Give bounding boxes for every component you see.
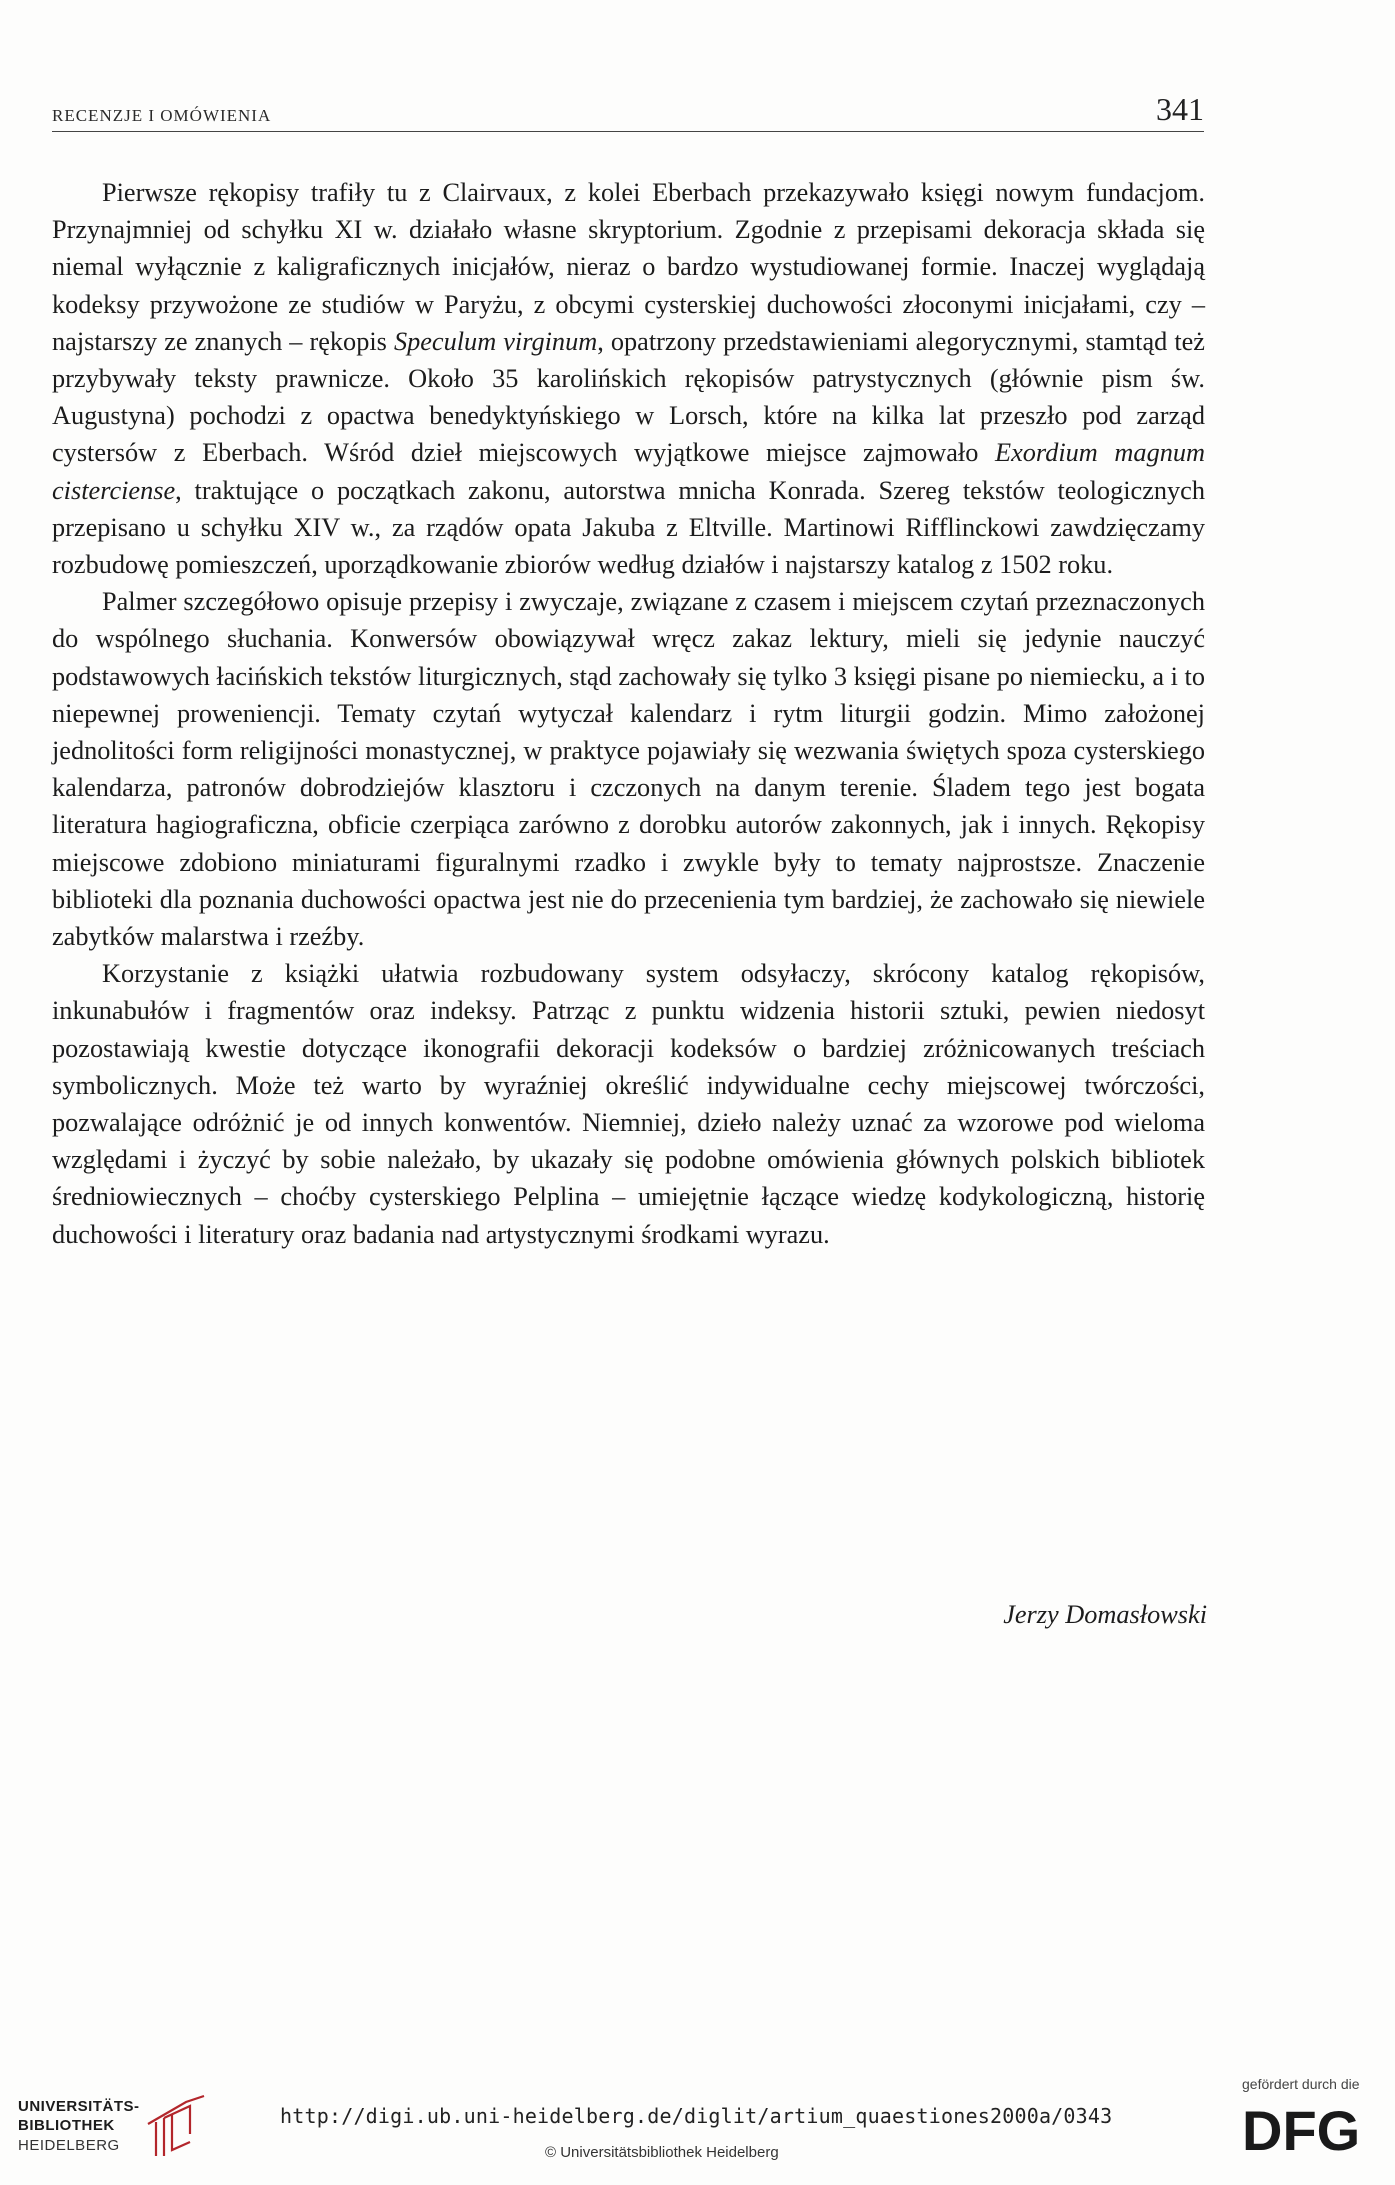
- permalink-url[interactable]: http://digi.ub.uni-heidelberg.de/diglit/artium_quaestiones2000a/0343: [280, 2104, 1113, 2128]
- running-title: RECENZJE I OMÓWIENIA: [52, 106, 272, 125]
- body-text: [52, 174, 1205, 1253]
- dfg-logo[interactable]: [1238, 2076, 1388, 2176]
- text-run: , traktujące o początkach zakonu, autorstwa mnicha Konrada. Szereg tekstów teologicznych przepisano u schyłku XIV w., za rządów opata Jakuba z Eltville. Martinowi Rifflinckowi zawdzięczamy rozbudowę pomieszczeń, uporządkowanie zbiorów według działów i najstarszy katalog z 1502 roku.: [52, 475, 1205, 580]
- paragraph: [52, 174, 1205, 583]
- text-run: Korzystanie z książki ułatwia rozbudowany system odsyłaczy, skrócony katalog rękopisów, inkunabułów i fragmentów oraz indeksy. Patrząc z punktu widzenia historii sztuki, pewien niedosyt pozostawiają kwestie dotyczące ikonografii dekoracji kodeksów o bardziej zróżnicowanych treściach symbolicznych. Może też warto by wyraźniej określić indywidualne cechy miejscowej twórczości, pozwalające odróżnić je od innych konwentów. Niemniej, dzieło należy uznać za wzorowe pod wieloma względami i życzyć by sobie należało, by ukazały się podobne omówienia głównych polskich bibliotek średniowiecznych – choćby cysterskiego Pelplina – umiejętnie łączące wiedzę kodykologiczną, historię duchowości i literatury oraz badania nad artystycznymi środkami wyrazu.: [52, 959, 1205, 1249]
- library-mark-icon: [146, 2094, 208, 2160]
- dfg-wordmark-icon: [1238, 2100, 1380, 2158]
- header-rule: [52, 131, 1204, 132]
- logo-line: BIBLIOTHEK: [18, 2117, 115, 2134]
- paragraph: [52, 955, 1205, 1253]
- running-header: [52, 92, 1204, 132]
- paragraph: [52, 583, 1205, 955]
- author-signature: Jerzy Domasłowski: [1003, 1600, 1207, 1629]
- dfg-letters: DFG: [1242, 2100, 1361, 2158]
- italic-title: Speculum virginum: [393, 326, 598, 356]
- page-number: 341: [1156, 91, 1204, 127]
- footer: [0, 2076, 1395, 2185]
- italic-title: Exordium magnum cisterciense: [52, 438, 1206, 505]
- text-run: Palmer szczegółowo opisuje przepisy i zwyczaje, związane z czasem i miejscem czytań przeznaczonych do wspólnego słuchania. Konwersów obowiązywał wręcz zakaz lektury, mieli się jedynie nauczyć podstawowych łacińskich tekstów liturgicznych, stąd zachowały się tylko 3 księgi pisane po niemiecku, a i to niepewnej proweniencji. Tematy czytań wytyczał kalendarz i rytm liturgii godzin. Mimo założonej jednolitości form religijności monastycznej, w praktyce pojawiały się wezwania świętych spoza cysterskiego kalendarza, patronów dobrodziejów klasztoru i czczonych na danym terenie. Śladem tego jest bogata literatura hagiograficzna, obficie czerpiąca zarówno z dorobku autorów zakonnych, jak i innych. Rękopisy miejscowe zdobiono miniaturami figuralnymi rzadko i zwykle były to tematy najprostsze. Znaczenie biblioteki dla poznania duchowości opactwa jest nie do przecenienia tym bardziej, że zachowało się niewiele zabytków malarstwa i rzeźby.: [52, 587, 1205, 952]
- logo-line: HEIDELBERG: [18, 2137, 120, 2154]
- logo-line: UNIVERSITÄTS-: [18, 2098, 140, 2115]
- copyright-notice: © Universitätsbibliothek Heidelberg: [545, 2144, 779, 2161]
- university-library-logo[interactable]: [18, 2098, 198, 2178]
- text-run: Pierwsze rękopisy trafiły tu z Clairvaux, z kolei Eberbach przekazywało księgi nowym fundacjom. Przynajmniej od schyłku XI w. działało własne skryptorium. Zgodnie z przepisami dekoracja składa się niemal wyłącznie z kaligraficznych inicjałów, nieraz o bardzo wystudiowanej formie. Inaczej wyglądają kodeksy przywożone ze studiów w Paryżu, z obcymi cysterskiej duchowości złoconymi inicjałami, czy – najstarszy ze znanych – rękopis: [52, 178, 1205, 356]
- funded-by-label: gefördert durch die: [1242, 2076, 1360, 2092]
- text-run: , opatrzony przedstawieniami alegorycznymi, stamtąd też przybywały teksty prawnicze. Około 35 karolińskich rękopisów patrystycznych (głównie pism św. Augustyna) pochodzi z opactwa benedyktyńskiego w Lorsch, które na kilka lat przeszło pod zarząd cystersów z Eberbach. Wśród dzieł miejscowych wyjątkowe miejsce zajmowało: [52, 326, 1205, 468]
